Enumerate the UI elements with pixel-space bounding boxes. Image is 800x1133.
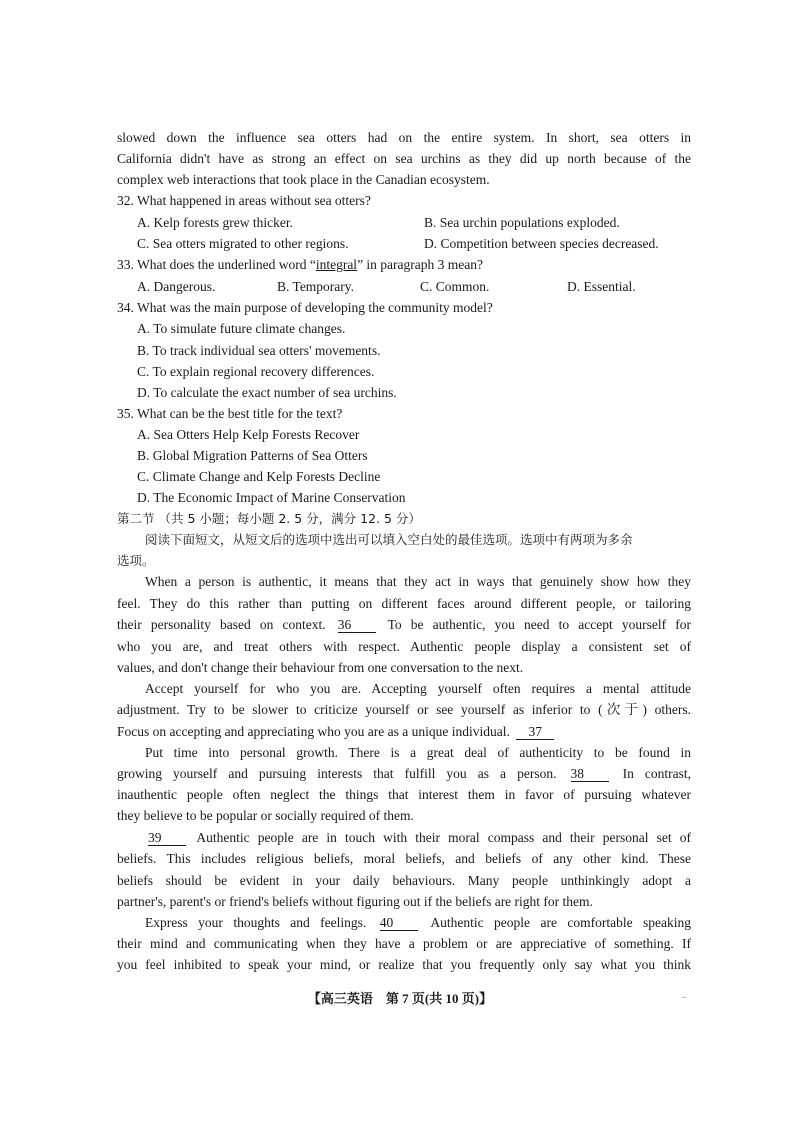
blank-39: 39	[148, 830, 186, 846]
q32-option-a: A. Kelp forests grew thicker.	[137, 215, 293, 230]
q32-option-d: D. Competition between species decreased.	[424, 236, 659, 251]
p2-line: Accept yourself for who you are. Accepting yourself often requires a mental attitude	[145, 681, 691, 696]
p1-line: When a person is authentic, it means that they act in ways that genuinely show how they	[145, 574, 691, 589]
section-heading: 第二节 （共 5 小题；每小题 2. 5 分，满分 12. 5 分）	[117, 511, 421, 526]
p4-line: beliefs. This includes religious beliefs, moral beliefs, and beliefs of any other kind. These	[117, 851, 691, 866]
q34-option-b: B. To track individual sea otters' movements.	[137, 343, 381, 358]
q32-option-b: B. Sea urchin populations exploded.	[424, 215, 620, 230]
q34-option-d: D. To calculate the exact number of sea urchins.	[137, 385, 397, 400]
q33-option-d: D. Essential.	[567, 279, 636, 294]
underlined-word: integral	[315, 257, 358, 272]
p1-line: who you are, and treat others with respect. Authentic people display a consistent set of	[117, 639, 691, 654]
q35-option-d: D. The Economic Impact of Marine Conservation	[137, 490, 406, 505]
blank-40: 40	[380, 915, 418, 931]
blank-38: 38	[571, 766, 609, 782]
p2-line: Focus on accepting and appreciating who you are as a unique individual. 37	[117, 722, 557, 742]
question-35-stem: 35. What can be the best title for the text?	[117, 406, 343, 421]
q34-option-a: A. To simulate future climate changes.	[137, 321, 346, 336]
p3-line: they believe to be popular or socially required of them.	[117, 808, 414, 823]
p1-line: their personality based on context. 36 To be authentic, you need to accept yourself for	[117, 617, 691, 632]
blank-37: 37	[516, 724, 554, 740]
p1-line: values, and don't change their behaviour from one conversation to the next.	[117, 660, 524, 675]
p4-line: 39 Authentic people are in touch with their moral compass and their personal set of	[148, 830, 691, 845]
p3-line: inauthentic people often neglect the things that interest them in favor of pursuing whatever	[117, 787, 691, 802]
p5-line: you feel inhibited to speak your mind, or realize that you frequently only say what you think	[117, 957, 691, 972]
passage-line: California didn't have as strong an effect on sea urchins as they did up north because of the	[117, 151, 691, 166]
question-32-stem: 32. What happened in areas without sea otters?	[117, 193, 371, 208]
page-footer: 【高三英语 第 7 页(共 10 页)】	[307, 991, 493, 1006]
section-instruction-cont: 选项。	[117, 553, 155, 568]
p1-line: feel. They do this rather than putting on different faces around different people, or tailoring	[117, 596, 691, 611]
q35-option-c: C. Climate Change and Kelp Forests Decline	[137, 469, 381, 484]
p5-line: their mind and communicating when they have a problem or are appreciative of something. If	[117, 936, 691, 951]
q33-option-b: B. Temporary.	[277, 279, 355, 294]
question-33-stem: 33. What does the underlined word “integral” in paragraph 3 mean?	[117, 257, 483, 272]
q33-option-a: A. Dangerous.	[137, 279, 216, 294]
p4-line: beliefs should be evident in your daily behaviours. Many people unthinkingly adopt a	[117, 873, 691, 888]
passage-line: slowed down the influence sea otters had on the entire system. In short, sea otters in	[117, 130, 691, 145]
p4-line: partner's, parent's or friend's beliefs without figuring out if the beliefs are right for them.	[117, 894, 593, 909]
passage-line: complex web interactions that took place in the Canadian ecosystem.	[117, 172, 490, 187]
blank-36: 36	[338, 617, 376, 633]
q34-option-c: C. To explain regional recovery differences.	[137, 364, 375, 379]
q35-option-a: A. Sea Otters Help Kelp Forests Recover	[137, 427, 360, 442]
corner-mark: ..	[682, 990, 687, 1001]
q33-option-c: C. Common.	[420, 279, 490, 294]
p2-line: adjustment. Try to be slower to criticize yourself or see yourself as inferior to (次于) others.	[117, 702, 691, 717]
question-34-stem: 34. What was the main purpose of developing the community model?	[117, 300, 493, 315]
q35-option-b: B. Global Migration Patterns of Sea Otters	[137, 448, 368, 463]
q32-option-c: C. Sea otters migrated to other regions.	[137, 236, 349, 251]
p3-line: growing yourself and pursuing interests that fulfill you as a person. 38 In contrast,	[117, 766, 692, 781]
p3-line: Put time into personal growth. There is a great deal of authenticity to be found in	[145, 745, 691, 760]
p5-line: Express your thoughts and feelings. 40 Authentic people are comfortable speaking	[145, 915, 691, 930]
section-instruction: 阅读下面短文，从短文后的选项中选出可以填入空白处的最佳选项。选项中有两项为多余	[145, 532, 633, 547]
